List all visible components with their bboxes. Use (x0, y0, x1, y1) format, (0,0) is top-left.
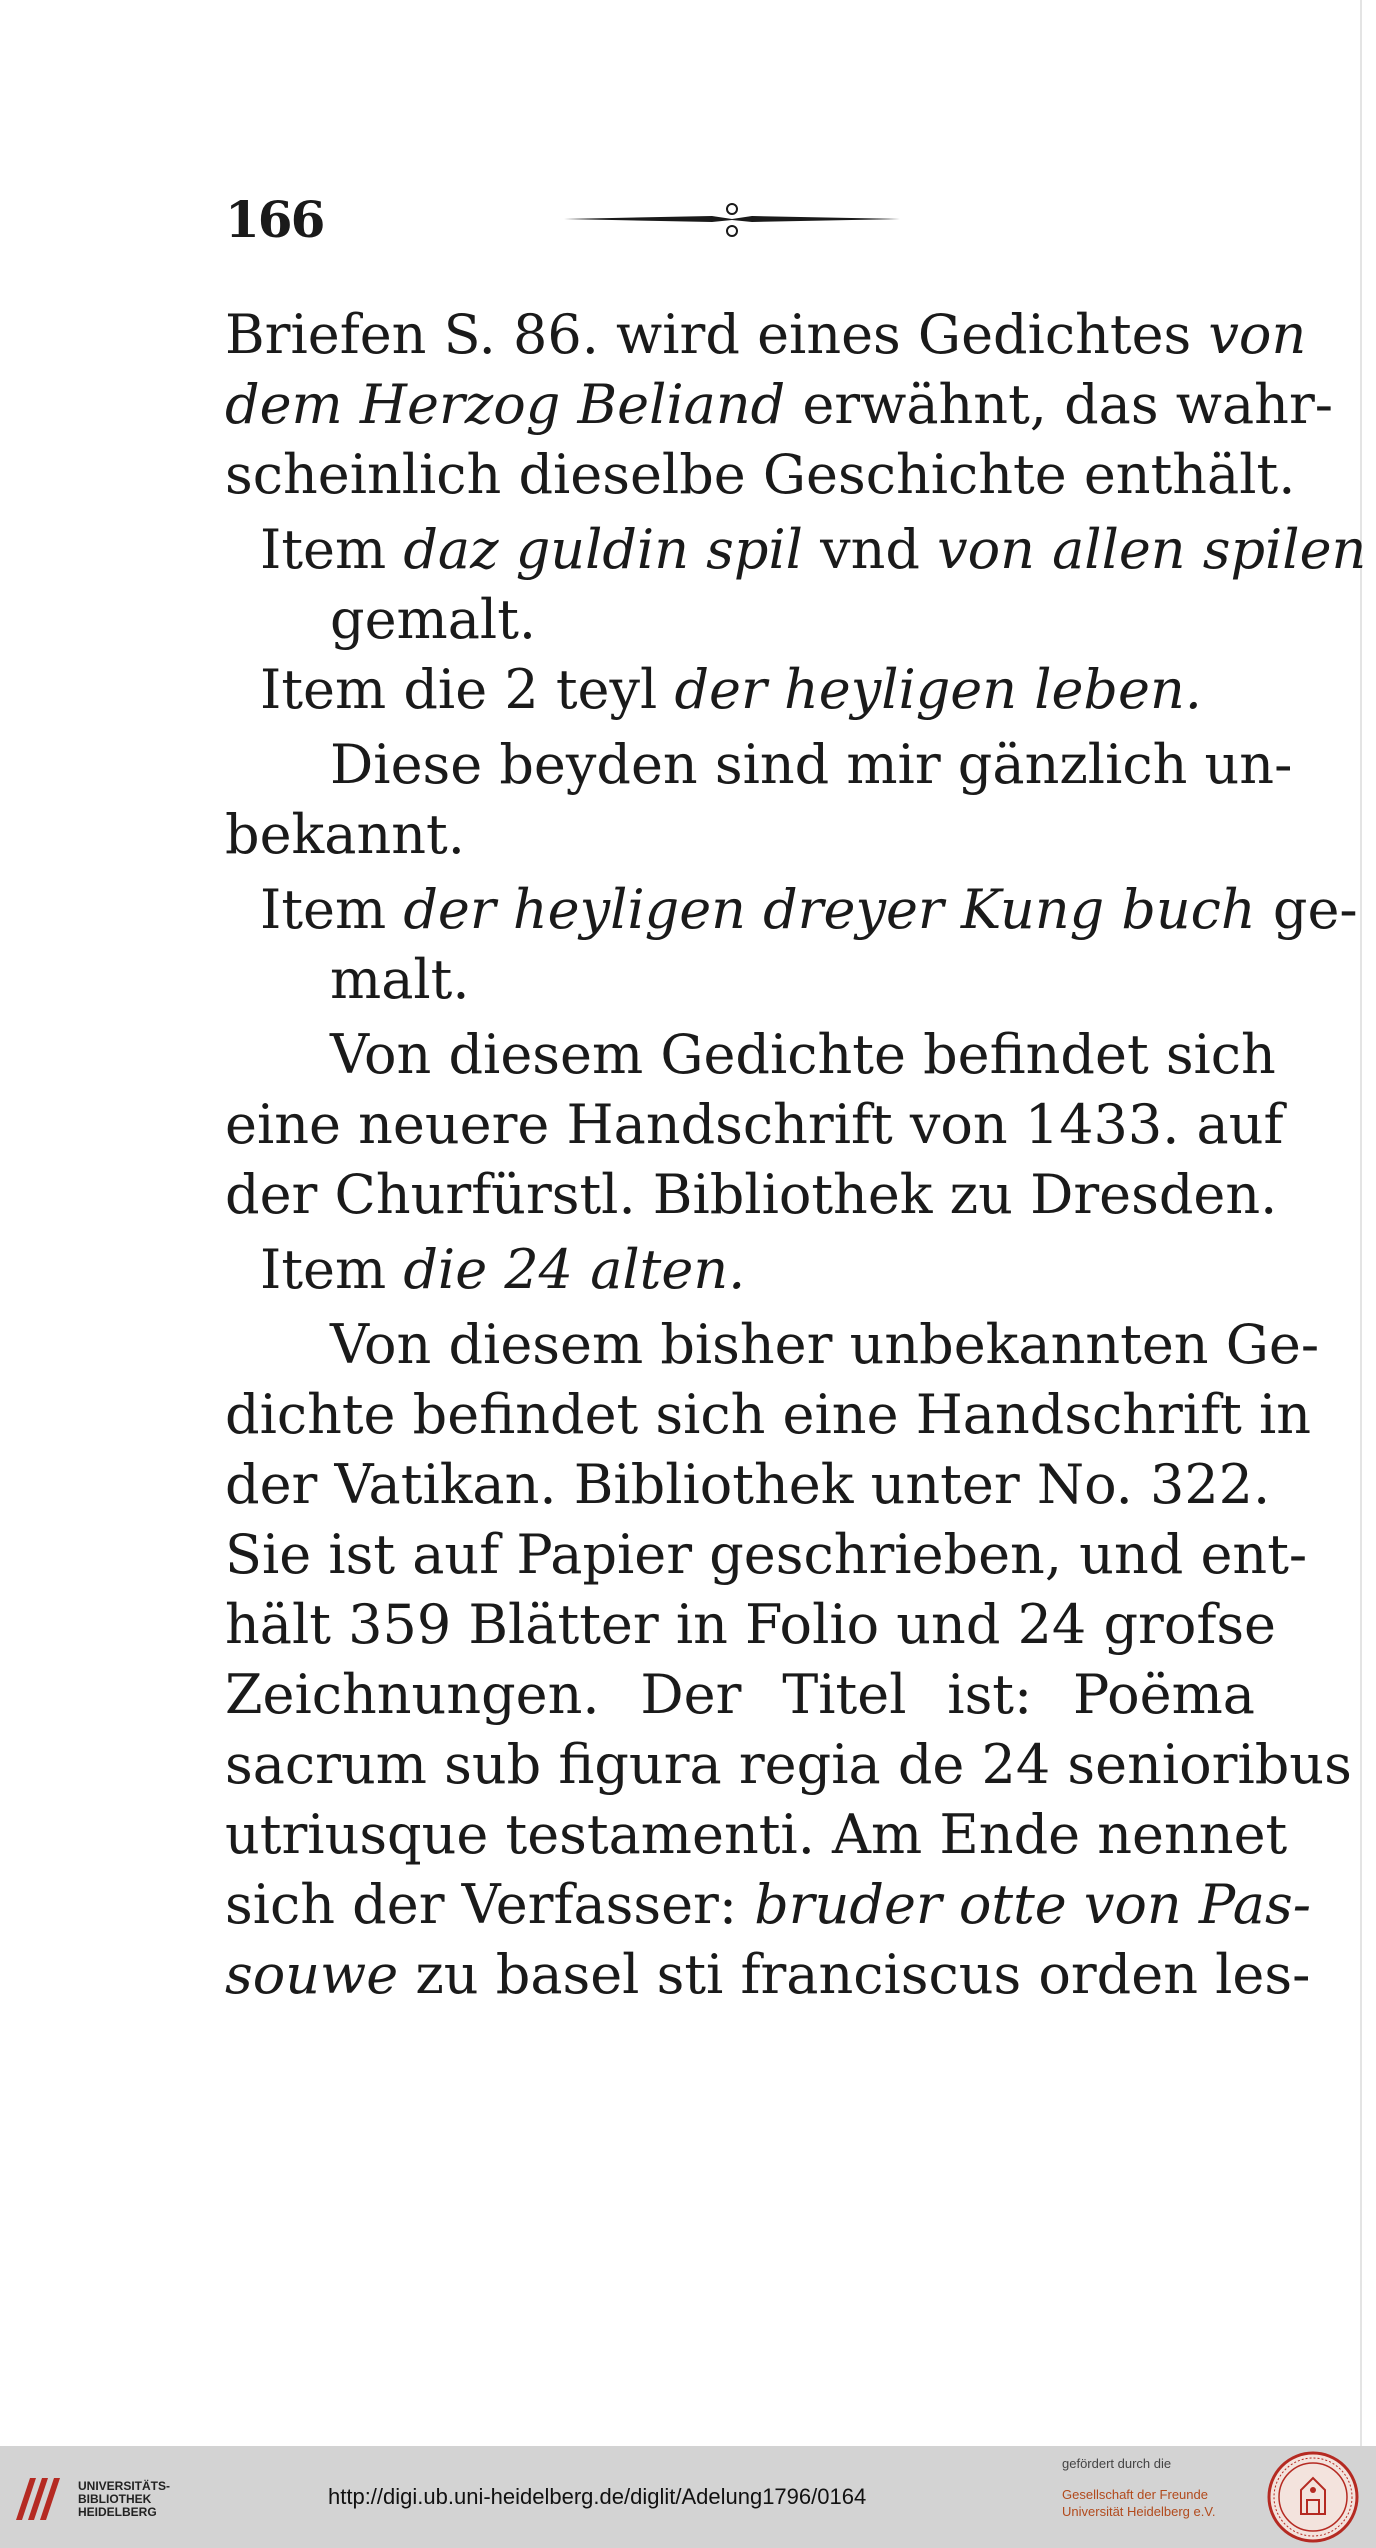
society-line-1: Gesellschaft der Freunde (1062, 2487, 1208, 2502)
text-line (225, 1520, 1308, 1590)
university-seal-icon (1266, 2450, 1360, 2544)
text-line (330, 730, 1293, 800)
library-line-2: BIBLIOTHEK (78, 2492, 152, 2506)
text-line (225, 1940, 1311, 2010)
text-line (260, 515, 1367, 585)
ornament-rule (562, 200, 902, 250)
text-line (225, 1660, 1255, 1730)
text-segment: Diese beyden sind mir gänzlich un- (330, 733, 1293, 796)
text-line (225, 1090, 1284, 1160)
text-segment: erwähnt, das wahr- (785, 373, 1334, 436)
university-library-name (78, 2480, 170, 2519)
supported-by-label: gefördert durch die (1062, 2456, 1172, 2471)
text-segment: Item (260, 1238, 404, 1301)
text-line (330, 585, 536, 655)
page-number: 166 (225, 190, 324, 249)
text-segment: Sie ist auf Papier geschrieben, und ent- (225, 1523, 1308, 1586)
text-segment: Von diesem Gedichte befindet sich (330, 1023, 1276, 1086)
text-line (330, 945, 470, 1015)
text-segment: eine neuere Handschrift von 1433. auf (225, 1093, 1284, 1156)
text-line (225, 1450, 1271, 1520)
text-line (225, 440, 1295, 510)
text-line (225, 1160, 1277, 1230)
text-segment: utriusque testamenti. Am Ende nennet (225, 1803, 1288, 1866)
italic-segment: dem Herzog Beliand (225, 373, 786, 436)
text-segment: Item (260, 878, 404, 941)
italic-segment: bruder otte von Pas- (754, 1873, 1311, 1936)
text-segment: zu basel sti franciscus orden les- (398, 1943, 1311, 2006)
text-line (225, 1800, 1288, 1870)
footer-bar (0, 2446, 1376, 2548)
text-line (225, 370, 1334, 440)
permalink-url[interactable]: http://digi.ub.uni-heidelberg.de/diglit/Adelung1796/0164 (328, 2484, 867, 2509)
text-line (225, 1590, 1276, 1660)
italic-segment: der heyligen dreyer Kung buch (403, 878, 1256, 941)
library-line-1: UNIVERSITÄTS- (78, 2479, 171, 2493)
text-segment: ge- (1255, 878, 1358, 941)
text-line (225, 1870, 1311, 1940)
text-segment: gemalt. (330, 588, 537, 651)
text-line (260, 1235, 745, 1305)
text-line (330, 1020, 1276, 1090)
text-segment: sacrum sub figura regia de 24 senioribus (225, 1733, 1352, 1796)
text-segment: malt. (330, 948, 470, 1011)
text-segment: Item (260, 518, 404, 581)
text-segment: der Vatikan. Bibliothek unter No. 322. (225, 1453, 1271, 1516)
text-line (225, 1380, 1312, 1450)
text-segment: der Churfürstl. Bibliothek zu Dresden. (225, 1163, 1278, 1226)
text-line (260, 655, 1202, 725)
text-segment: Von diesem bisher unbekannten Ge- (330, 1313, 1320, 1376)
text-line (225, 800, 465, 870)
italic-segment: die 24 alten. (403, 1238, 746, 1301)
text-segment: Zeichnungen. Der Titel ist: Poëma (225, 1663, 1255, 1726)
italic-segment: daz guldin spil (403, 518, 803, 581)
italic-segment: der heyligen leben. (674, 658, 1202, 721)
text-segment: Item die 2 teyl (260, 658, 675, 721)
text-segment: scheinlich dieselbe Geschichte enthält. (225, 443, 1296, 506)
text-line (225, 300, 1307, 370)
text-segment: Briefen S. 86. wird eines Gedichtes (225, 303, 1209, 366)
text-segment: vnd (802, 518, 938, 581)
university-library-logo-icon (12, 2472, 64, 2524)
text-segment: sich der Verfasser: (225, 1873, 755, 1936)
italic-segment: von allen spilen (937, 518, 1367, 581)
society-name[interactable] (1062, 2486, 1215, 2520)
library-line-3: HEIDELBERG (78, 2505, 157, 2519)
italic-segment: souwe (225, 1943, 399, 2006)
text-line (225, 1730, 1352, 1800)
text-segment: dichte befindet sich eine Handschrift in (225, 1383, 1312, 1446)
text-segment: bekannt. (225, 803, 465, 866)
page-edge (1360, 0, 1362, 2446)
italic-segment: von (1208, 303, 1307, 366)
society-line-2: Universität Heidelberg e.V. (1062, 2504, 1216, 2519)
text-line (330, 1310, 1320, 1380)
text-segment: hält 359 Blätter in Folio und 24 grofse (225, 1593, 1276, 1656)
text-line (260, 875, 1358, 945)
